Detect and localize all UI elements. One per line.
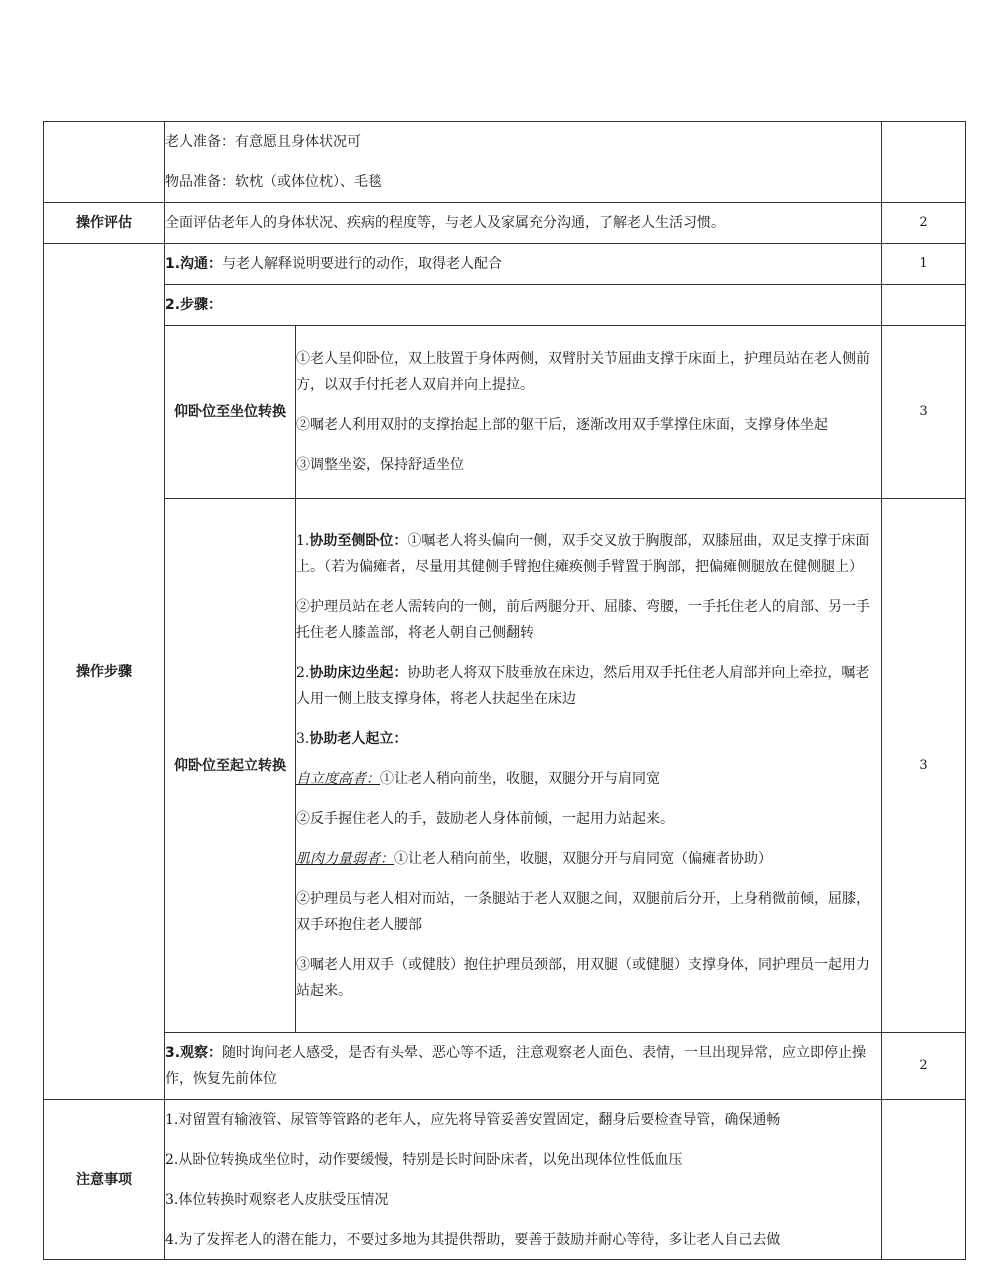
stand-s1-p2: ②护理员站在老人需转向的一侧，前后两腿分开、屈膝、弯腰，一手托住老人的肩部、另一手托住老人膝盖部，将老人朝自己侧翻转 — [296, 598, 870, 641]
stand-high-p2: ②反手握住老人的手，鼓励老人身体前倾，一起用力站起来。 — [296, 810, 674, 827]
prep-content — [165, 122, 882, 203]
stand-s2-text: 协助老人将双下肢垂放在床边，然后用双手托住老人肩部并向上牵拉，嘱老人用一侧上肢支撑身体，将老人扶起坐在床边 — [296, 664, 870, 707]
steps-heading-cell — [165, 285, 882, 326]
steps-heading-score — [882, 285, 966, 326]
obs-text: 随时询问老人感受，是否有头晕、恶心等不适，注意观察老人面色、表情，一旦出现异常，应立即停止操作，恢复先前体位 — [165, 1045, 867, 1087]
notes-content — [165, 1100, 882, 1260]
stand-s3 — [296, 726, 881, 752]
stand-s2-title: 协助床边坐起： — [309, 664, 408, 681]
sit-content — [296, 326, 882, 499]
assess-score: 2 — [882, 203, 966, 244]
high-label: 自立度高者： — [296, 770, 380, 787]
items-prep-text: 物品准备：软枕（或体位枕）、毛毯 — [165, 174, 382, 190]
note-item: 4.为了发挥老人的潜在能力，不要过多地为其提供帮助，要善于鼓励并耐心等待，多让老人自己去做 — [165, 1231, 781, 1248]
comm-text: 与老人解释说明要进行的动作，取得老人配合 — [222, 256, 503, 272]
weak-label: 肌肉力量弱者： — [296, 850, 394, 867]
note-item: 1.对留置有输液管、尿管等管路的老年人，应先将导管妥善安置固定，翻身后要检查导管，确保通畅 — [165, 1111, 781, 1128]
stand-s2 — [296, 660, 881, 712]
notes-score-cell — [882, 1100, 966, 1260]
steps-title: 2.步骤： — [165, 297, 223, 313]
stand-weak — [296, 846, 881, 872]
stand-weak-p2: ②护理员与老人相对而站，一条腿站于老人双腿之间，双腿前后分开，上身稍微前倾，屈膝，双手环抱住老人腰部 — [296, 890, 870, 933]
old-prep-text: 老人准备：有意愿且身体状况可 — [165, 134, 361, 150]
sit-row — [44, 326, 966, 499]
note-item: 2.从卧位转换成坐位时，动作要缓慢，特别是长时间卧床者，以免出现体位性低血压 — [165, 1151, 683, 1168]
stand-score: 3 — [882, 499, 966, 1033]
steps-heading-row — [44, 285, 966, 326]
stand-row — [44, 499, 966, 1033]
obs-content — [165, 1033, 882, 1100]
stand-content — [296, 499, 882, 1033]
stand-s1-num: 1. — [296, 532, 310, 549]
stand-s1-text: ①嘱老人将头偏向一侧，双手交叉放于胸腹部，双膝屈曲，双足支撑于床面上。（若为偏瘫者，尽量用其健侧手臂抱住瘫痪侧手臂置于胸部，把偏瘫侧腿放在健侧腿上） — [296, 532, 870, 575]
prep-score-cell — [882, 122, 966, 203]
stand-s3-num: 3. — [296, 730, 310, 747]
stand-s1 — [296, 528, 881, 580]
sit-step-3: ③调整坐姿，保持舒适坐位 — [296, 457, 464, 473]
sit-label: 仰卧位至坐位转换 — [165, 326, 296, 499]
sit-step-2: ②嘱老人利用双肘的支撑抬起上部的躯干后，逐渐改用双手掌撑住床面，支撑身体坐起 — [296, 417, 828, 433]
comm-title: 1.沟通： — [165, 256, 223, 272]
obs-title: 3.观察： — [165, 1045, 223, 1061]
prep-label-cell — [44, 122, 165, 203]
assess-row — [44, 203, 966, 244]
comm-content — [165, 244, 882, 285]
comm-row — [44, 244, 966, 285]
stand-s2-num: 2. — [296, 664, 310, 681]
notes-label: 注意事项 — [44, 1100, 165, 1260]
weak-text: ①让老人稍向前坐，收腿，双腿分开与肩同宽（偏瘫者协助） — [394, 850, 772, 867]
note-item: 3.体位转换时观察老人皮肤受压情况 — [165, 1191, 389, 1208]
sit-step-1: ①老人呈仰卧位，双上肢置于身体两侧，双臂肘关节屈曲支撑于床面上，护理员站在老人侧前方，以双手付托老人双肩并向上提拉。 — [296, 351, 870, 393]
assess-label: 操作评估 — [44, 203, 165, 244]
prep-row — [44, 122, 966, 203]
stand-s3-title: 协助老人起立： — [309, 730, 408, 747]
high-text: ①让老人稍向前坐，收腿，双腿分开与肩同宽 — [380, 770, 660, 787]
notes-row — [44, 1100, 966, 1260]
steps-label: 操作步骤 — [44, 244, 165, 1100]
stand-s1-title: 协助至侧卧位： — [309, 532, 408, 549]
procedure-table — [43, 121, 966, 1260]
obs-row — [44, 1033, 966, 1100]
stand-high — [296, 766, 881, 792]
stand-weak-p3: ③嘱老人用双手（或健肢）抱住护理员颈部，用双腿（或健腿）支撑身体，同护理员一起用力站起来。 — [296, 956, 870, 999]
stand-label: 仰卧位至起立转换 — [165, 499, 296, 1033]
obs-score: 2 — [882, 1033, 966, 1100]
sit-score: 3 — [882, 326, 966, 499]
assess-text: 全面评估老年人的身体状况、疾病的程度等，与老人及家属充分沟通，了解老人生活习惯。 — [165, 203, 882, 244]
comm-score: 1 — [882, 244, 966, 285]
